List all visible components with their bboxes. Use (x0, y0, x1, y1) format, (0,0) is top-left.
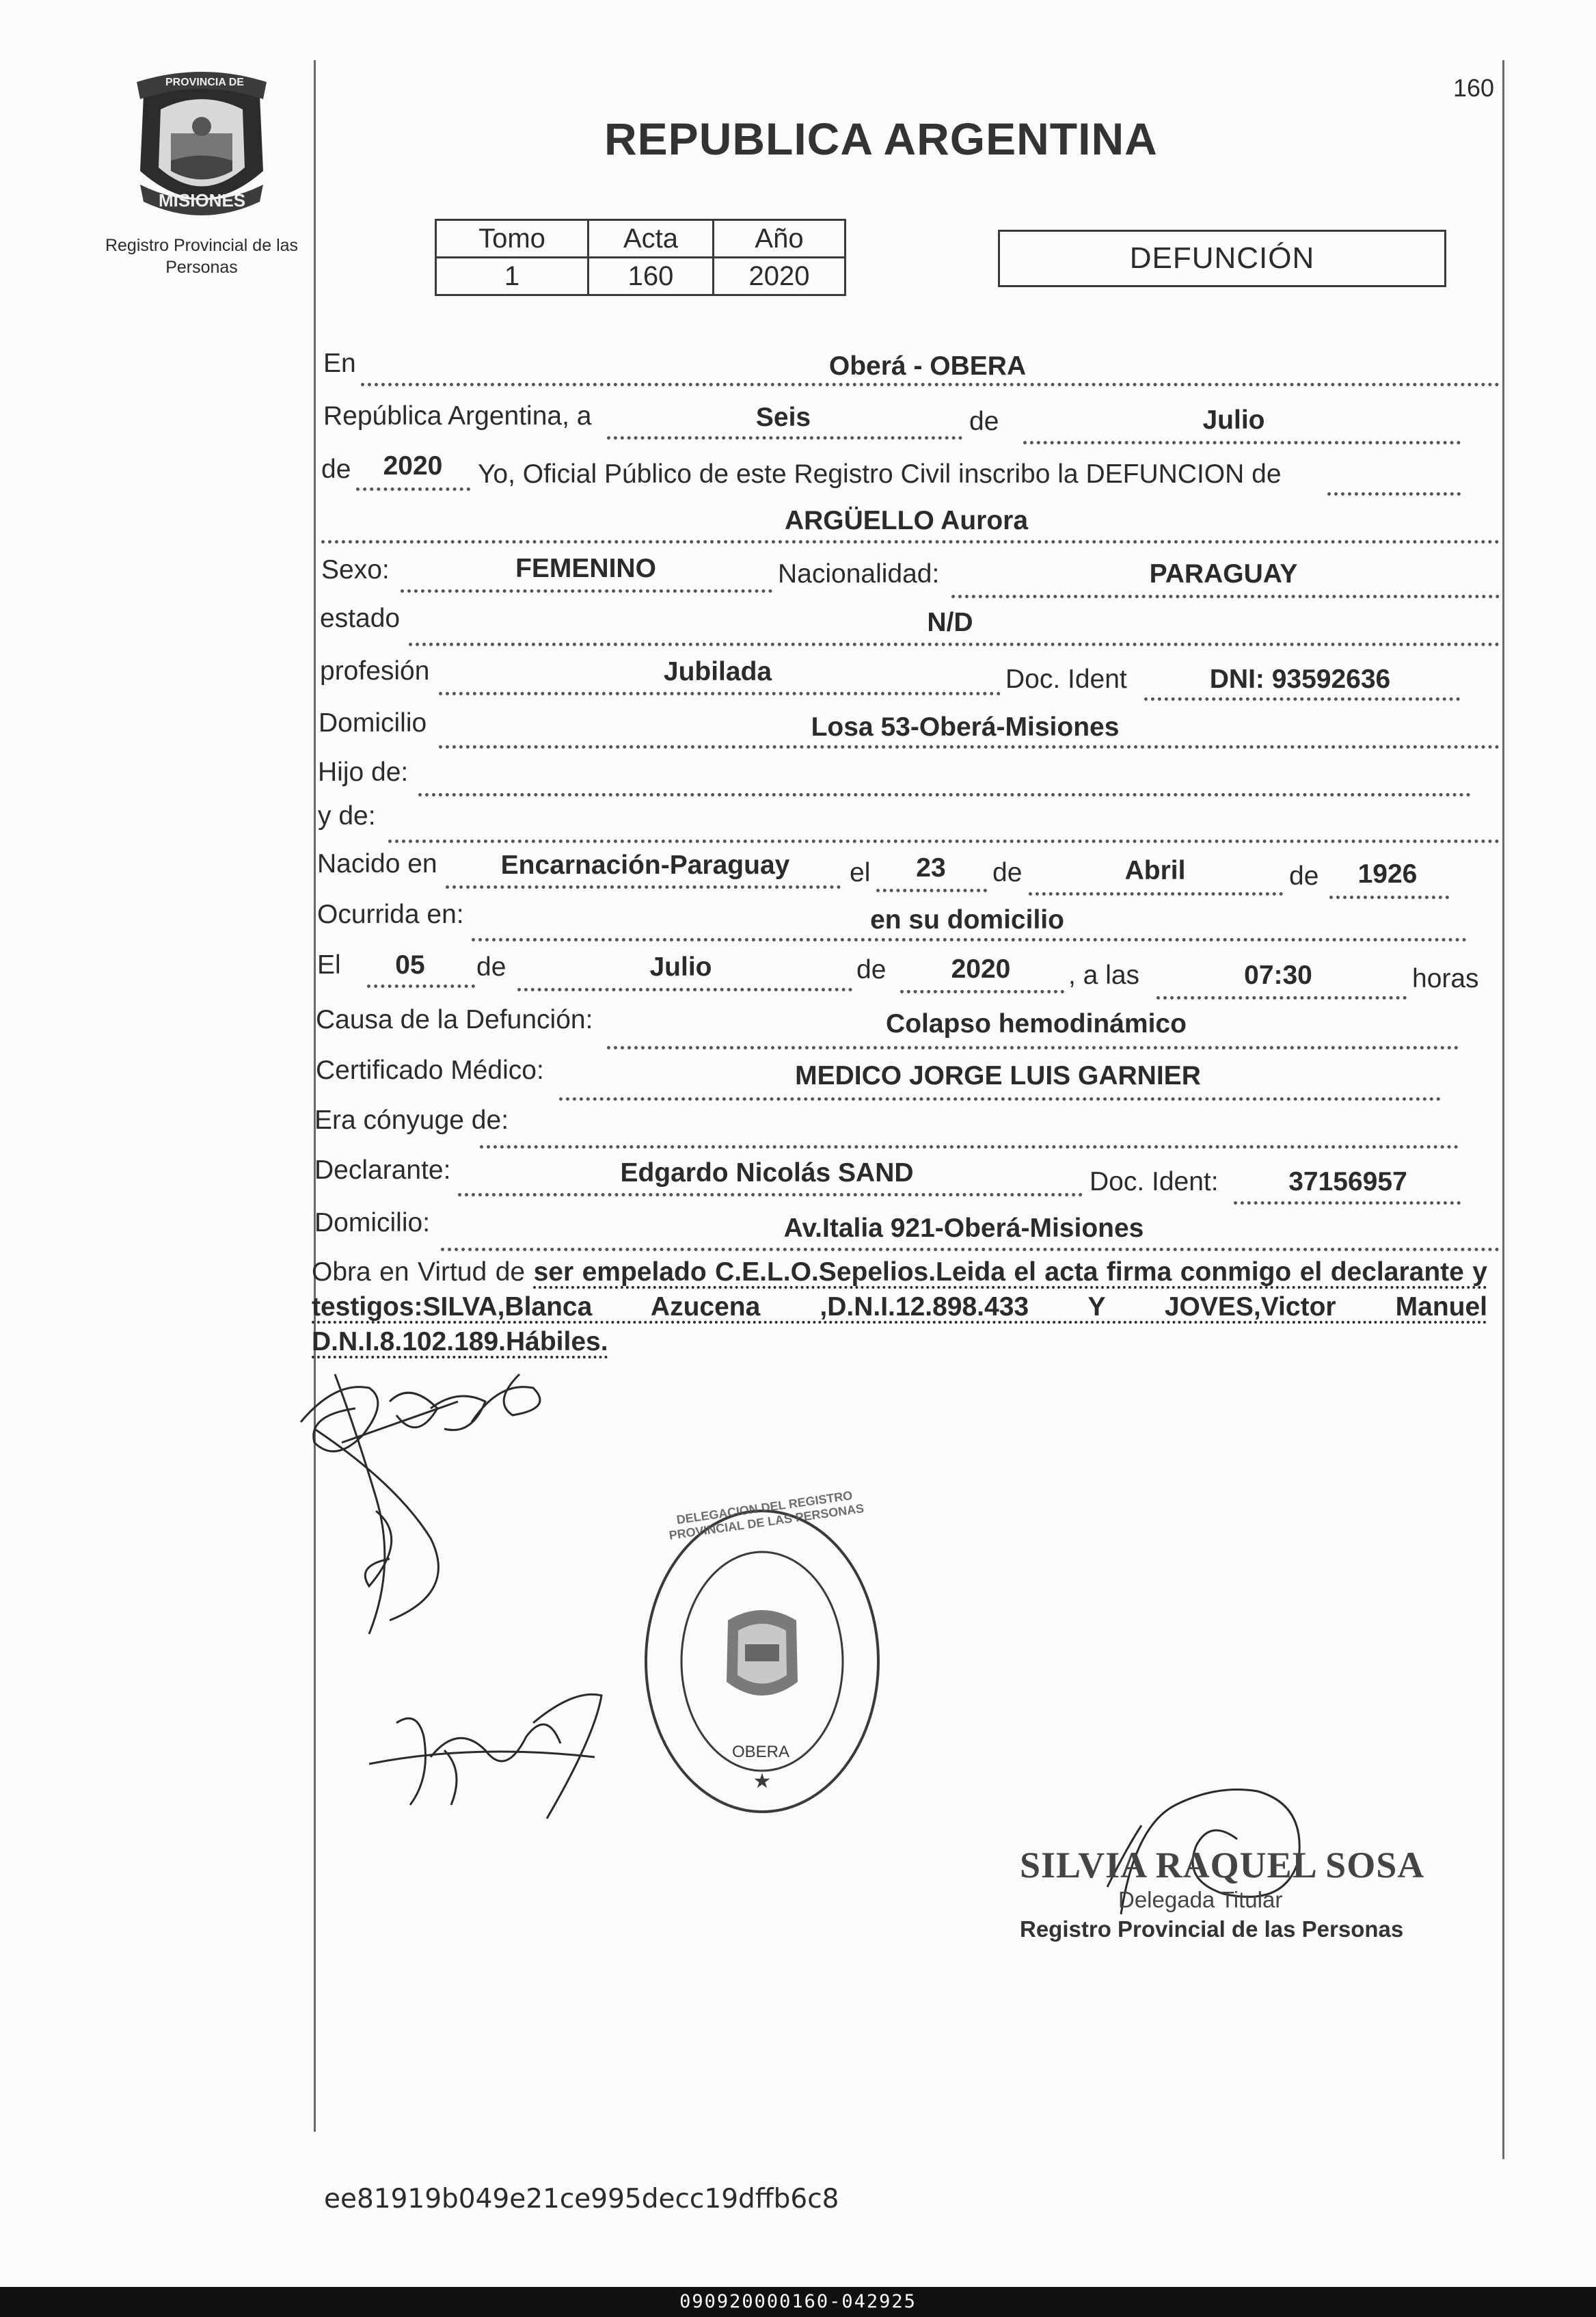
label-el: el (850, 858, 871, 887)
value-declarante: Edgardo Nicolás SAND (620, 1158, 914, 1188)
label-profesion: profesión (320, 656, 430, 686)
dots-nacionalidad (951, 595, 1500, 598)
header-acta: Acta (589, 220, 714, 258)
dots-yo-tail (1327, 492, 1461, 496)
value-declarante-doc: 37156957 (1288, 1167, 1407, 1196)
label-de-3: de (992, 858, 1023, 887)
dots-def-hora (1157, 996, 1407, 1000)
value-doc-ident: DNI: 93592636 (1209, 665, 1391, 694)
dots-def-mes (517, 988, 852, 991)
label-de-5: de (476, 952, 506, 982)
official-org: Registro Provincial de las Personas (1020, 1916, 1404, 1942)
value-acta: 160 (589, 258, 714, 295)
value-mes: Julio (1202, 405, 1265, 435)
dots-domicilio-2 (441, 1248, 1500, 1251)
witness-signature (369, 1682, 629, 1846)
official-role: Delegada Titular (1118, 1887, 1283, 1912)
registry-name: Registro Provincial de las Personas (105, 236, 299, 277)
right-border-line (1502, 60, 1504, 2159)
value-nombre: ARGÜELLO Aurora (784, 506, 1029, 535)
registry-stamp (639, 1504, 885, 1819)
label-domicilio: Domicilio (319, 708, 427, 738)
stamp-city-text: OBERA (731, 1743, 790, 1761)
value-lugar: Oberá - OBERA (828, 351, 1027, 381)
value-declarante-domicilio: Av.Italia 921-Oberá-Misiones (783, 1214, 1144, 1243)
page-title: REPUBLICA ARGENTINA (604, 113, 1158, 164)
dots-declarante-doc (1234, 1201, 1461, 1205)
dots-hijo-de (418, 793, 1471, 796)
dots-certificado (559, 1097, 1441, 1101)
value-causa: Colapso hemodinámico (886, 1009, 1187, 1039)
act-type-box: DEFUNCIÓN (998, 230, 1446, 287)
logo-top-text: PROVINCIA DE (165, 77, 244, 88)
dots-mes (1023, 441, 1461, 444)
dots-def-dia (367, 985, 475, 988)
value-anio: 2020 (383, 451, 443, 481)
header-anio: Año (714, 220, 846, 258)
svg-text:★: ★ (753, 1770, 772, 1793)
label-de-1: de (969, 407, 999, 436)
label-conyuge: Era cónyuge de: (314, 1106, 509, 1135)
label-en: En (323, 349, 356, 378)
dots-dia (607, 436, 962, 440)
value-obra-texto: ser empelado C.E.L.O.Sepelios.Leida el acta firma conmigo el declarante y testigos:SILVA,Blanca Azucena ,D.N.I.12.898.433 Y JOVES,Victor Manuel D.N.I.8.102.189.Hábiles. (312, 1257, 1487, 1356)
value-certificado: MEDICO JORGE LUIS GARNIER (795, 1061, 1201, 1090)
dots-y-de (388, 840, 1500, 843)
label-domicilio-2: Domicilio: (314, 1208, 431, 1237)
label-estado: estado (320, 604, 401, 633)
dots-nombre (321, 540, 1500, 544)
province-logo (123, 68, 280, 226)
label-a-las: , a las (1068, 961, 1140, 990)
label-declarante: Declarante: (314, 1155, 451, 1185)
page-number: 160 (1453, 74, 1495, 102)
official-name: SILVIA RAQUEL SOSA (1020, 1845, 1425, 1886)
document-hash: ee81919b049e21ce995decc19dffb6c8 (324, 2184, 839, 2214)
value-nacido-en: Encarnación-Paraguay (500, 851, 790, 880)
value-nacionalidad: PARAGUAY (1149, 559, 1298, 589)
label-de-2: de (321, 455, 351, 484)
table-header-row (436, 220, 846, 258)
left-border-line (314, 60, 316, 2132)
dots-declarante (458, 1193, 1083, 1196)
logo-bottom-text: MISIONES (159, 190, 246, 211)
value-def-anio: 2020 (951, 954, 1011, 984)
value-ocurrida-en: en su domicilio (870, 905, 1064, 935)
value-def-hora: 07:30 (1244, 961, 1312, 990)
dots-anio (356, 487, 470, 491)
label-certificado: Certificado Médico: (316, 1056, 544, 1085)
dots-nac-mes (1029, 892, 1283, 896)
label-y-de: y de: (318, 801, 376, 831)
label-el-cap: El (317, 950, 341, 980)
dots-sexo (401, 589, 772, 593)
value-estado: N/D (927, 608, 973, 637)
dots-estado (409, 643, 1500, 646)
label-hijo-de: Hijo de: (318, 758, 409, 787)
dots-def-anio (900, 990, 1064, 993)
label-obra: Obra en Virtud de (312, 1257, 526, 1287)
tomo-acta-table (435, 219, 846, 296)
dots-domicilio (439, 745, 1500, 749)
dots-profesion (439, 692, 1001, 695)
value-nac-dia: 23 (916, 853, 946, 883)
label-ocurrida-en: Ocurrida en: (317, 900, 464, 929)
value-nac-anio: 1926 (1357, 859, 1418, 889)
label-nacionalidad: Nacionalidad: (778, 559, 940, 589)
label-de-4: de (1289, 861, 1319, 891)
stamp-ring-text: DELEGACION DEL REGISTRO PROVINCIAL DE LAS PERSONAS (668, 1488, 865, 1542)
label-republica: República Argentina, a (323, 401, 592, 431)
value-def-dia: 05 (395, 950, 425, 980)
label-sexo: Sexo: (321, 555, 390, 585)
dots-causa (607, 1046, 1459, 1049)
label-causa: Causa de la Defunción: (316, 1005, 593, 1034)
value-def-mes: Julio (649, 952, 712, 982)
value-tomo: 1 (436, 258, 589, 295)
header-tomo: Tomo (436, 220, 589, 258)
dots-conyuge (480, 1145, 1459, 1149)
value-nac-mes: Abril (1124, 856, 1186, 885)
table-value-row (436, 258, 846, 295)
dots-en (361, 383, 1500, 386)
declarante-signature (294, 1361, 581, 1648)
footer-code: 090920000160-042925 (0, 2287, 1596, 2317)
label-nacido-en: Nacido en (317, 849, 437, 879)
value-profesion: Jubilada (663, 657, 772, 686)
label-de-6: de (856, 955, 887, 985)
obra-paragraph (312, 1255, 1487, 1359)
value-domicilio: Losa 53-Oberá-Misiones (811, 712, 1120, 742)
label-doc-ident-2: Doc. Ident: (1090, 1167, 1219, 1196)
dots-ocurrida-en (472, 938, 1467, 941)
value-sexo: FEMENINO (515, 554, 656, 583)
dots-nacido-en (446, 885, 841, 889)
label-doc-ident: Doc. Ident (1005, 665, 1127, 694)
value-anio: 2020 (714, 258, 846, 295)
label-horas: horas (1412, 964, 1479, 993)
dots-nac-dia (876, 889, 987, 892)
value-dia-letras: Seis (755, 403, 811, 432)
dots-doc-ident (1144, 697, 1460, 701)
label-yo: Yo, Oficial Público de este Registro Civil inscribo la DEFUNCION de (478, 459, 1282, 489)
dots-nac-anio (1329, 896, 1449, 899)
